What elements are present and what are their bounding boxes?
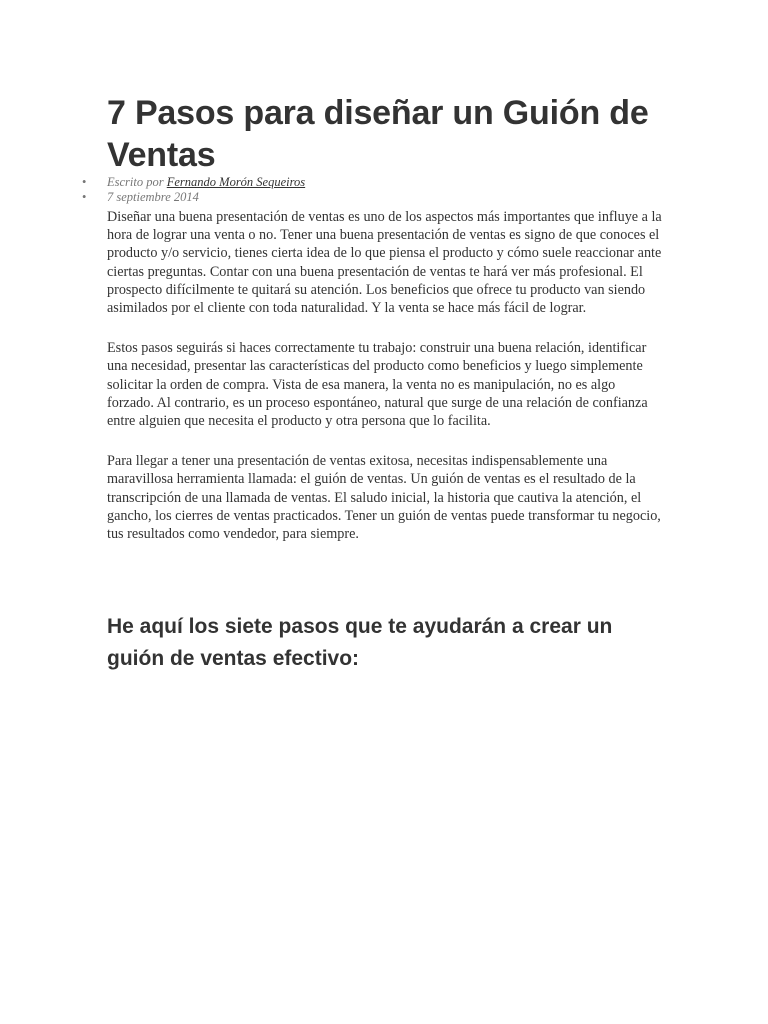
article-meta [82, 175, 305, 205]
bullet-icon: • [82, 175, 87, 189]
section-subheading: He aquí los siete pasos que te ayudarán a crear un guión de ventas efectivo: [107, 615, 613, 670]
paragraph: Diseñar una buena presentación de ventas es uno de los aspectos más importantes que influye a la hora de lograr una venta o no. Tener una buena presentación de ventas es signo de que conoces el producto y/o servicio, tienes cierta idea de lo que piensa el producto y cómo suele reaccionar ante ciertas preguntas. Contar con una buena presentación de ventas te hará ver más profesional. El prospecto difícilmente te quitará su atención. Los beneficios que ofrece tu producto van siendo asimilados por el cliente con toda naturalidad. Y la venta se hace más fácil de lograr. [107, 209, 662, 317]
meta-author-item [82, 175, 305, 190]
meta-date-item [82, 190, 305, 205]
article-body [107, 208, 663, 565]
paragraph: Estos pasos seguirás si haces correctamente tu trabajo: construir una buena relación, identificar una necesidad, presentar las características del producto como beneficios y luego simplemente solicitar la orden de compra. Vista de esa manera, la venta no es manipulación, no es algo forzado. Al contrario, es un proceso espontáneo, natural que surge de una relación de confianza entre alguien que necesita el producto y otra persona que lo facilita. [107, 340, 648, 430]
publish-date: 7 septiembre 2014 [107, 190, 199, 204]
bullet-icon: • [82, 190, 87, 204]
article-title: 7 Pasos para diseñar un Guión de Ventas [107, 94, 649, 174]
author-link[interactable]: Fernando Morón Sequeiros [166, 175, 306, 189]
paragraph: Para llegar a tener una presentación de ventas exitosa, necesitas indispensablemente una maravillosa herramienta llamada: el guión de ventas. Un guión de ventas es el resultado de la transcripción de una llamada de ventas. El saludo inicial, la historia que cautiva la atención, el gancho, los cierres de ventas practicados. Tener un guión de ventas puede transformar tu negocio, tus resultados como vendedor, para siempre. [107, 453, 661, 543]
written-by-label: Escrito por [107, 175, 164, 189]
